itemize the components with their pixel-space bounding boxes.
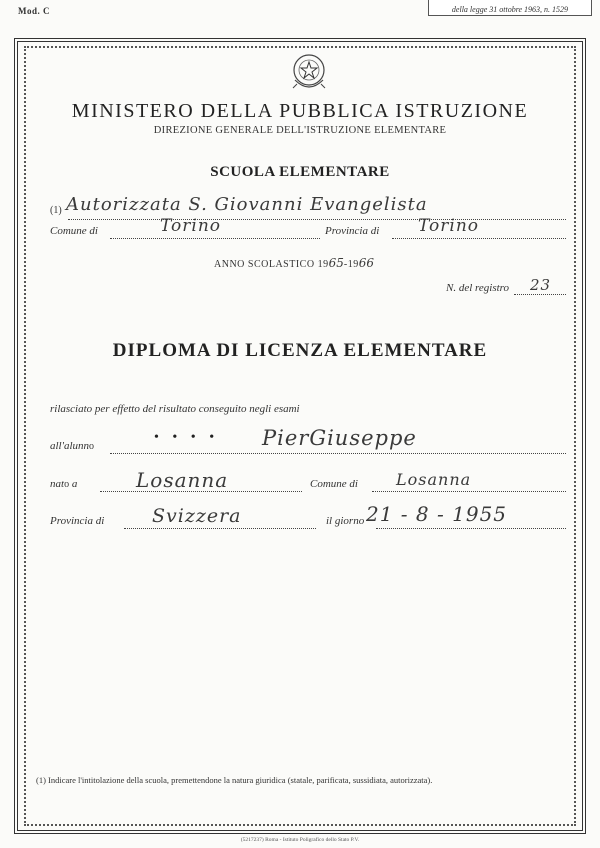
registro-label: N. del registro	[446, 282, 510, 294]
nato-luogo-handwritten: Losanna	[136, 468, 229, 492]
alunno-line	[110, 452, 566, 454]
law-reference-box	[428, 0, 592, 16]
nato-comune-label: Comune di	[310, 478, 358, 490]
alunno-name-handwritten: PierGiuseppe	[262, 426, 417, 450]
school-heading: SCUOLA ELEMENTARE	[210, 164, 390, 180]
school-year-sep: -	[343, 259, 348, 270]
italian-republic-emblem-icon	[289, 50, 329, 94]
printer-imprint: (5217237) Roma - Istituto Poligrafico dello Stato P.V.	[240, 837, 360, 843]
nato-a-label: a	[71, 478, 78, 490]
school-name-line	[68, 218, 566, 220]
ministry-title: MINISTERO DELLA PUBBLICA ISTRUZIONE	[71, 100, 529, 122]
nato-comune-handwritten: Losanna	[396, 470, 472, 489]
school-provincia-line	[392, 237, 566, 239]
school-year-prefix-b: 19	[347, 259, 359, 270]
nato-label	[50, 478, 77, 490]
school-year-hand-a: 65	[328, 256, 344, 270]
nato-label-text: nat	[50, 478, 65, 490]
school-year-prefix-a: 19	[317, 259, 329, 270]
nato-provincia-label: Provincia di	[50, 515, 105, 527]
school-comune-line	[110, 237, 320, 239]
ministry-subtitle: DIREZIONE GENERALE DELL'ISTRUZIONE ELEMENTARE	[153, 125, 447, 136]
form-code: Mod. C	[18, 6, 50, 16]
nato-provincia-line	[124, 527, 316, 529]
footnote-ref: (1)	[50, 205, 62, 216]
law-reference-text: della legge 31 ottobre 1963, n. 1529	[451, 5, 569, 14]
school-comune-handwritten: Torino	[160, 216, 222, 236]
school-name-handwritten: Autorizzata S. Giovanni Evangelista	[66, 194, 428, 215]
rilasciato-text: rilasciato per effetto del risultato conseguito negli esami	[50, 403, 300, 415]
school-provincia-handwritten: Torino	[418, 216, 480, 236]
alunno-name-masked: • • • •	[154, 430, 220, 445]
school-year-label: ANNO SCOLASTICO	[214, 259, 315, 270]
registro-number: 23	[530, 276, 552, 294]
school-year-hand-b: 66	[358, 256, 374, 270]
nato-provincia-handwritten: Svizzera	[152, 505, 242, 527]
alunno-label	[50, 440, 94, 452]
school-comune-label: Comune di	[50, 225, 98, 237]
school-provincia-label: Provincia di	[325, 225, 380, 237]
school-year	[214, 256, 374, 270]
giorno-label: il giorno	[326, 515, 365, 527]
alunno-suffix: o	[89, 441, 95, 452]
nato-suffix: o	[64, 479, 70, 490]
nato-comune-line	[372, 490, 566, 492]
diploma-title: DIPLOMA DI LICENZA ELEMENTARE	[112, 340, 488, 361]
giorno-handwritten: 21 - 8 - 1955	[366, 502, 508, 526]
giorno-line	[376, 527, 566, 529]
footnote: (1) Indicare l'intitolazione della scuola, premettendone la natura giuridica (statale, parificata, sussidiata, autorizzata).	[36, 775, 433, 785]
alunno-label-text: all'alunn	[50, 440, 90, 452]
